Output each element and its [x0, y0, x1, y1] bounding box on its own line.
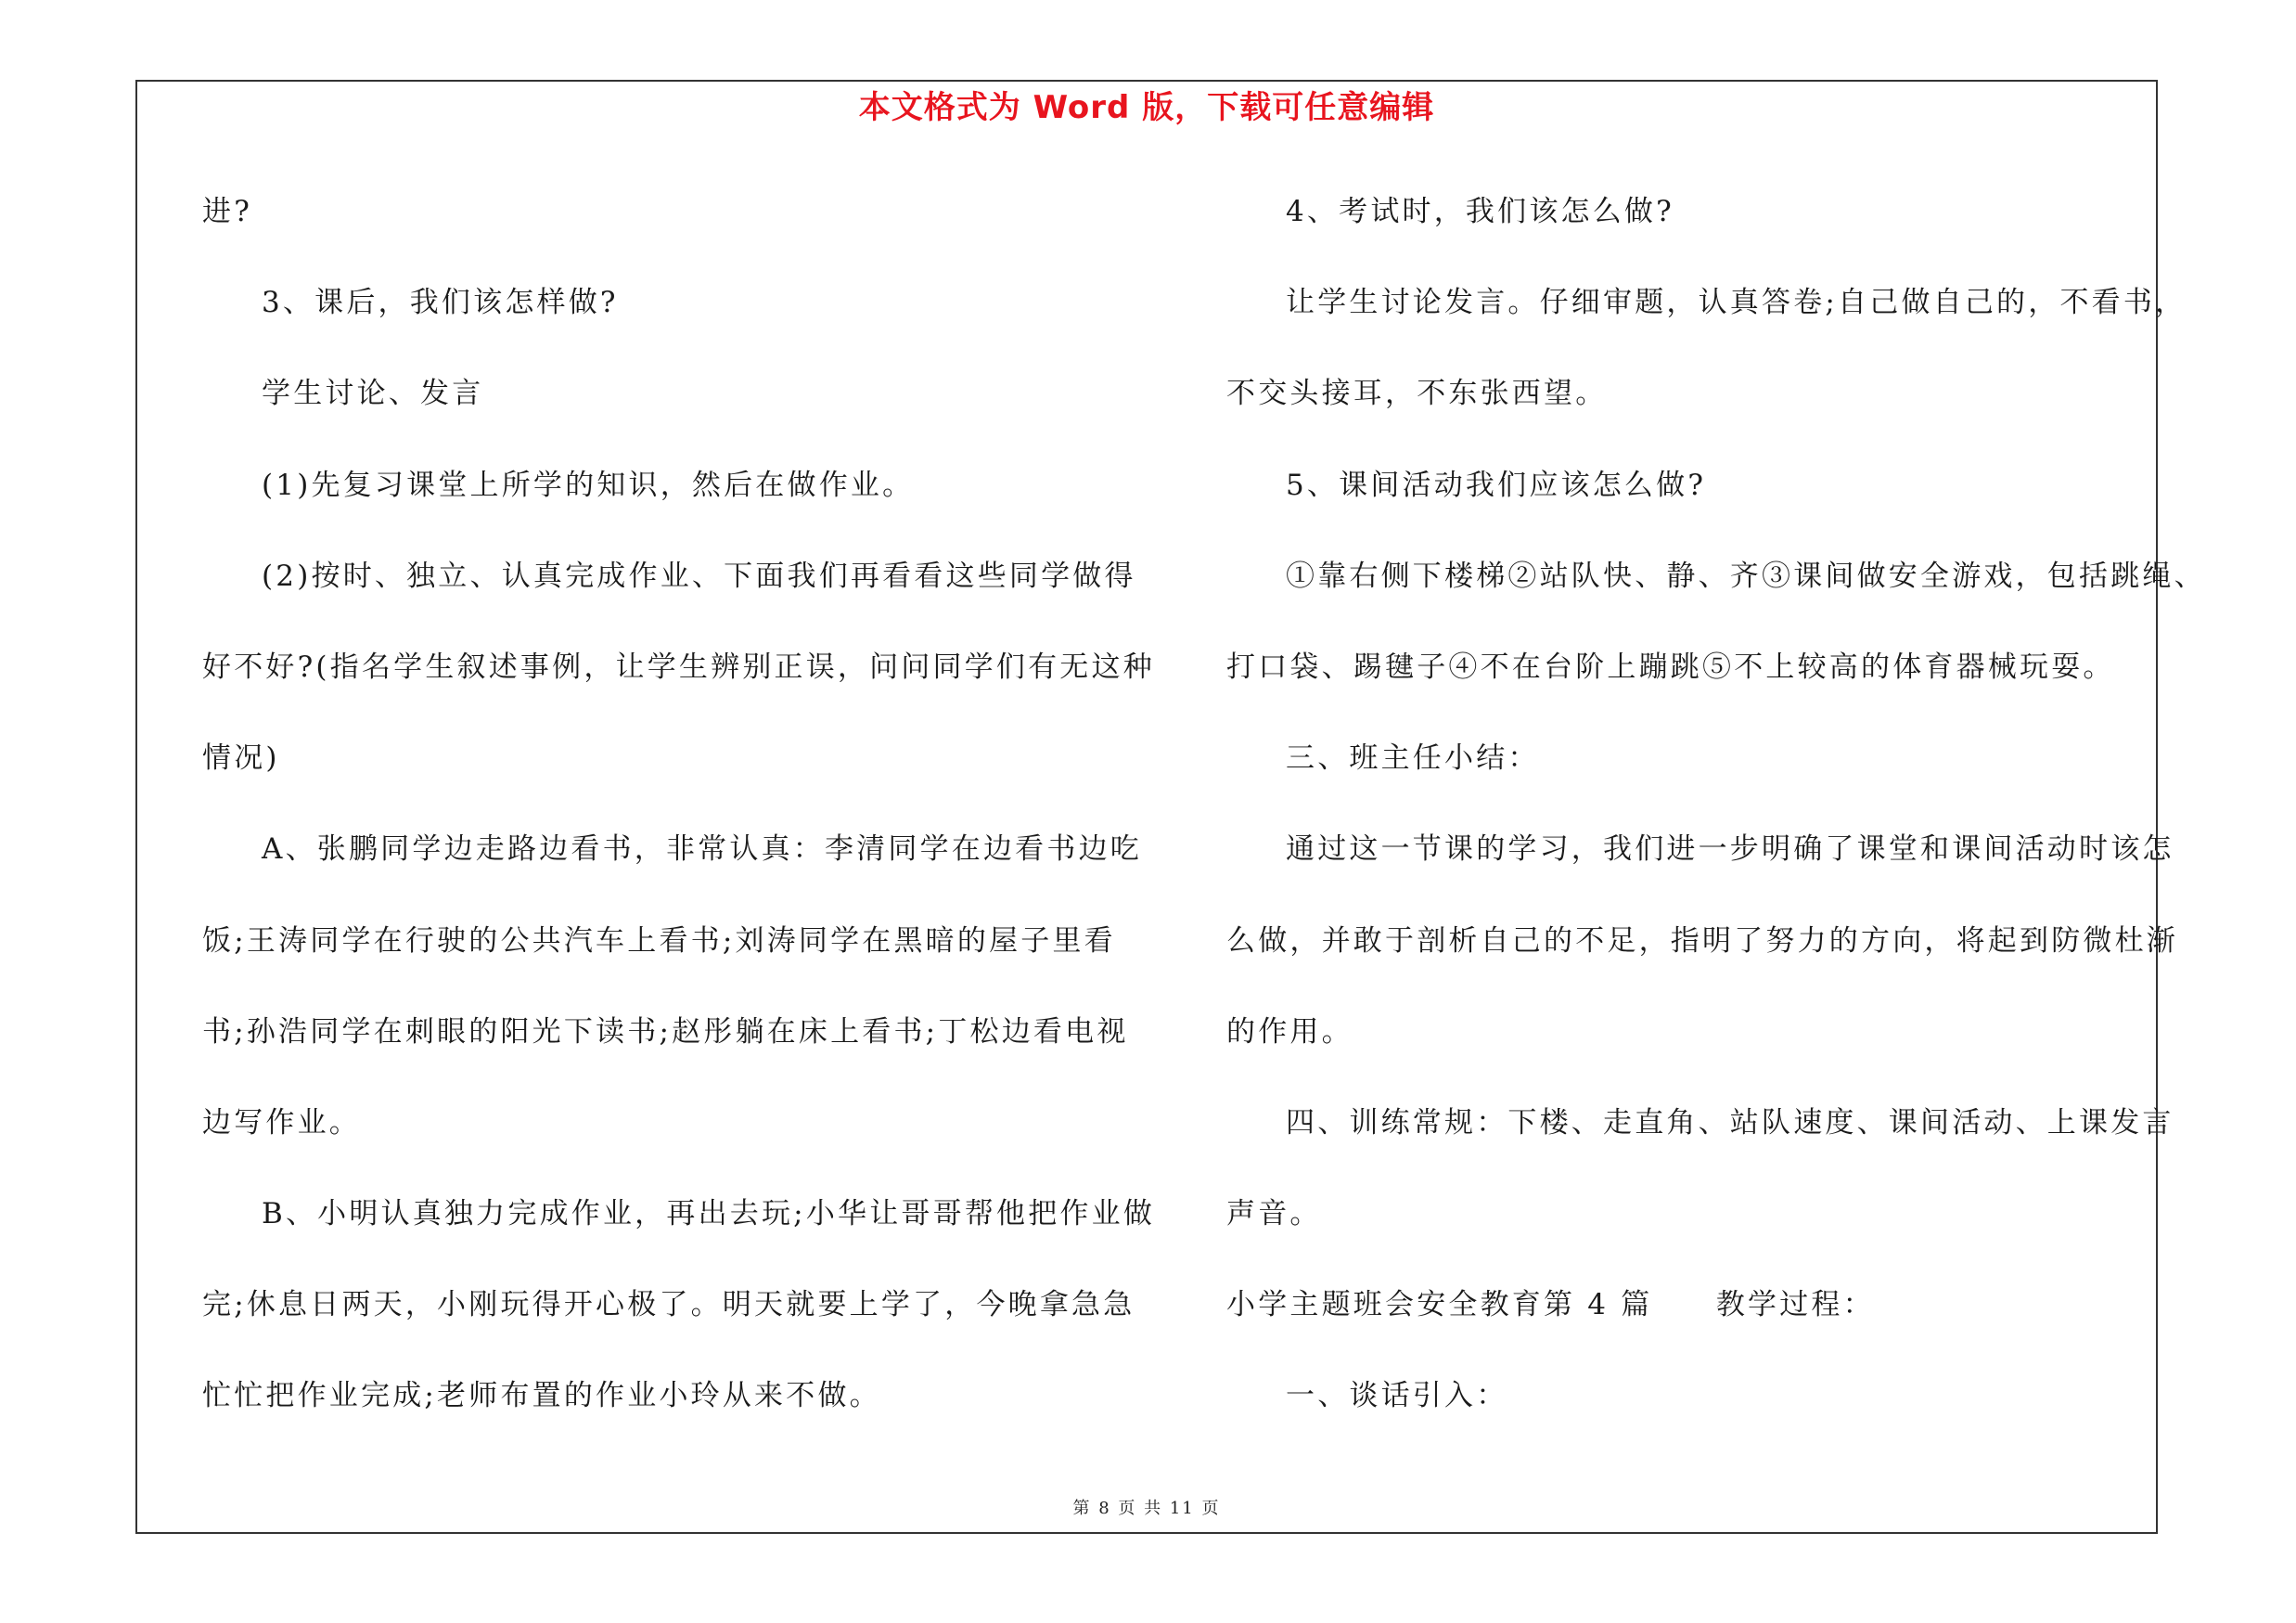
- body-line: 学生讨论、发言: [262, 377, 484, 411]
- body-line: 饭;王涛同学在行驶的公共汽车上看书;刘涛同学在黑暗的屋子里看: [202, 923, 1116, 958]
- left-column: [202, 184, 1156, 1460]
- body-line: 好不好?(指名学生叙述事例，让学生辨别正误，问问同学们有无这种: [202, 650, 1155, 684]
- body-line: (2)按时、独立、认真完成作业、下面我们再看看这些同学做得: [262, 559, 1136, 593]
- body-line: 情况): [202, 741, 280, 776]
- body-line: 忙忙把作业完成;老师布置的作业小玲从来不做。: [202, 1379, 881, 1413]
- right-column: [1226, 184, 2206, 1460]
- body-line: 不交头接耳，不东张西望。: [1226, 377, 1608, 411]
- body-line: ①靠右侧下楼梯②站队快、静、齐③课间做安全游戏，包括跳绳、: [1286, 559, 2206, 593]
- body-line: (1)先复习课堂上所学的知识，然后在做作业。: [262, 468, 915, 502]
- body-line: 的作用。: [1226, 1014, 1353, 1049]
- body-line: 3、课后，我们该怎样做?: [262, 286, 619, 320]
- page-number: 第 8 页 共 11 页: [1072, 1499, 1221, 1518]
- body-line: 4、考试时，我们该怎么做?: [1286, 195, 1674, 228]
- body-line: 让学生讨论发言。仔细审题，认真答卷;自己做自己的，不看书，: [1286, 286, 2187, 320]
- body-line: 完;休息日两天，小刚玩得开心极了。明天就要上学了，今晚拿急急: [202, 1288, 1135, 1322]
- body-line: 通过这一节课的学习，我们进一步明确了课堂和课间活动时该怎: [1286, 832, 2174, 867]
- body-line: 5、课间活动我们应该怎么做?: [1286, 468, 1707, 502]
- body-line: B、小明认真独力完成作业，再出去玩;小华让哥哥帮他把作业做: [262, 1197, 1156, 1231]
- body-line: A、张鹏同学边走路边看书，非常认真：李清同学在边看书边吃: [262, 832, 1142, 867]
- body-line: 一、谈话引入：: [1286, 1379, 1508, 1413]
- body-line: 打口袋、踢毽子④不在台阶上蹦跳⑤不上较高的体育器械玩耍。: [1226, 650, 2115, 684]
- body-line: 小学主题班会安全教育第 4 篇 教学过程：: [1226, 1288, 1875, 1322]
- body-line: 书;孙浩同学在刺眼的阳光下读书;赵彤躺在床上看书;丁松边看电视: [202, 1014, 1129, 1049]
- body-line: 三、班主任小结：: [1286, 741, 1540, 776]
- body-line: 么做，并敢于剖析自己的不足，指明了努力的方向，将起到防微杜渐: [1226, 923, 2178, 958]
- body-line: 四、训练常规：下楼、走直角、站队速度、课间活动、上课发言: [1286, 1105, 2174, 1140]
- body-line: 边写作业。: [202, 1105, 361, 1140]
- body-line: 进?: [202, 195, 253, 228]
- header-banner: 本文格式为 Word 版，下载可任意编辑: [858, 89, 1435, 126]
- body-line: 声音。: [1226, 1197, 1322, 1231]
